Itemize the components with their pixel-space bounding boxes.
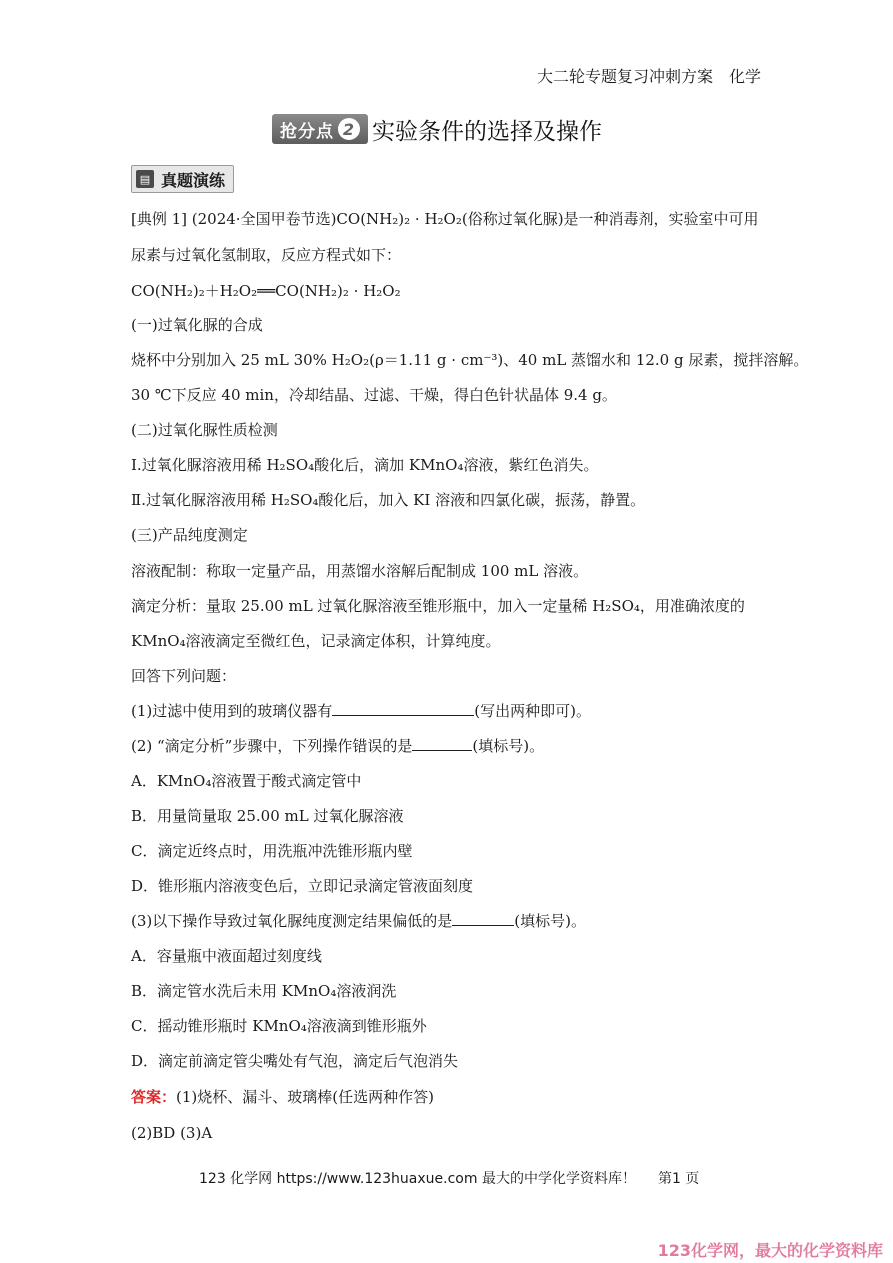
answer-blank-1[interactable] bbox=[332, 701, 474, 716]
question-2-option-a: A．KMnO₄溶液置于酸式滴定管中 bbox=[131, 772, 362, 790]
question-2-option-d: D．锥形瓶内溶液变色后，立即记录滴定管液面刻度 bbox=[131, 877, 474, 895]
question-3-option-c: C．摇动锥形瓶时 KMnO₄溶液滴到锥形瓶外 bbox=[131, 1017, 427, 1035]
header-subject: 化学 bbox=[728, 67, 761, 86]
answer-blank-3[interactable] bbox=[452, 911, 514, 926]
footer-page-number: 第1 页 bbox=[657, 1171, 700, 1187]
answer-blank-2[interactable] bbox=[412, 736, 472, 751]
part2-title: (二)过氧化脲性质检测 bbox=[131, 421, 278, 439]
part1-line-2: 30 ℃下反应 40 min，冷却结晶、过滤、干燥，得白色针状晶体 9.4 g。 bbox=[131, 386, 617, 404]
part3-titration-line-2: KMnO₄溶液滴定至微红色，记录滴定体积，计算纯度。 bbox=[131, 632, 501, 650]
section-badge-label: 抢分点 bbox=[280, 121, 334, 142]
problem-intro-line-2: 尿素与过氧化氢制取，反应方程式如下： bbox=[131, 246, 402, 264]
questions-intro: 回答下列问题： bbox=[131, 667, 237, 685]
subsection-badge bbox=[131, 165, 234, 193]
question-3-option-a: A．容量瓶中液面超过刻度线 bbox=[131, 947, 322, 965]
question-3-text: (3)以下操作导致过氧化脲纯度测定结果偏低的是 bbox=[131, 912, 453, 930]
question-3-option-d: D．滴定前滴定管尖嘴处有气泡，滴定后气泡消失 bbox=[131, 1052, 459, 1070]
footer-site: 123 化学网 https://www.123huaxue.com 最大的中学化学资料库！ bbox=[199, 1171, 636, 1187]
answer-label: 答案： bbox=[131, 1088, 177, 1106]
page-header bbox=[537, 64, 761, 87]
question-3-hint: (填标号)。 bbox=[514, 912, 586, 930]
question-2 bbox=[131, 736, 544, 756]
part2-item-i: Ⅰ.过氧化脲溶液用稀 H₂SO₄酸化后，滴加 KMnO₄溶液，紫红色消失。 bbox=[131, 456, 599, 474]
question-2-text: (2) “滴定分析”步骤中，下列操作错误的是 bbox=[131, 737, 413, 755]
question-1-hint: (写出两种即可)。 bbox=[474, 702, 591, 720]
question-1 bbox=[131, 701, 591, 721]
header-book-title: 大二轮专题复习冲刺方案 bbox=[536, 67, 713, 86]
question-2-hint: (填标号)。 bbox=[472, 737, 545, 755]
problem-intro-line-1: [典例 1] (2024·全国甲卷节选)CO(NH₂)₂ · H₂O₂(俗称过氧化脲)是一种消毒剂，实验室中可用 bbox=[131, 210, 759, 228]
book-icon: ▤ bbox=[136, 170, 154, 188]
subsection-label: 真题演练 bbox=[161, 170, 226, 190]
reaction-equation: CO(NH₂)₂＋H₂O₂══CO(NH₂)₂ · H₂O₂ bbox=[131, 282, 401, 300]
question-3-option-b: B．滴定管水洗后未用 KMnO₄溶液润洗 bbox=[131, 982, 397, 1000]
part2-item-ii: Ⅱ.过氧化脲溶液用稀 H₂SO₄酸化后，加入 KI 溶液和四氯化碳，振荡，静置。 bbox=[131, 491, 646, 509]
watermark: 123化学网，最大的化学资料库 bbox=[657, 1241, 883, 1260]
section-badge bbox=[272, 114, 368, 144]
page-footer bbox=[199, 1168, 699, 1188]
part1-title: (一)过氧化脲的合成 bbox=[131, 316, 263, 334]
question-3 bbox=[131, 911, 586, 931]
answer-text-1: (1)烧杯、漏斗、玻璃棒(任选两种作答) bbox=[176, 1088, 434, 1106]
part3-titration-line-1: 滴定分析：量取 25.00 mL 过氧化脲溶液至锥形瓶中，加入一定量稀 H₂SO₄，用准确浓度的 bbox=[131, 597, 745, 615]
question-2-option-c: C．滴定近终点时，用洗瓶冲洗锥形瓶内壁 bbox=[131, 842, 413, 860]
section-badge-number: 2 bbox=[338, 118, 360, 140]
part3-solution-prep: 溶液配制：称取一定量产品，用蒸馏水溶解后配制成 100 mL 溶液。 bbox=[131, 562, 589, 580]
part1-line-1: 烧杯中分别加入 25 mL 30% H₂O₂(ρ＝1.11 g · cm⁻³)、40 mL 蒸馏水和 12.0 g 尿素，搅拌溶解。 bbox=[131, 351, 809, 369]
answer-line-1 bbox=[131, 1087, 434, 1107]
section-title bbox=[272, 112, 602, 146]
section-title-text: 实验条件的选择及操作 bbox=[372, 118, 602, 145]
answer-line-2: (2)BD (3)A bbox=[131, 1124, 213, 1142]
question-2-option-b: B．用量筒量取 25.00 mL 过氧化脲溶液 bbox=[131, 807, 404, 825]
part3-title: (三)产品纯度测定 bbox=[131, 526, 248, 544]
question-1-text: (1)过滤中使用到的玻璃仪器有 bbox=[131, 702, 333, 720]
